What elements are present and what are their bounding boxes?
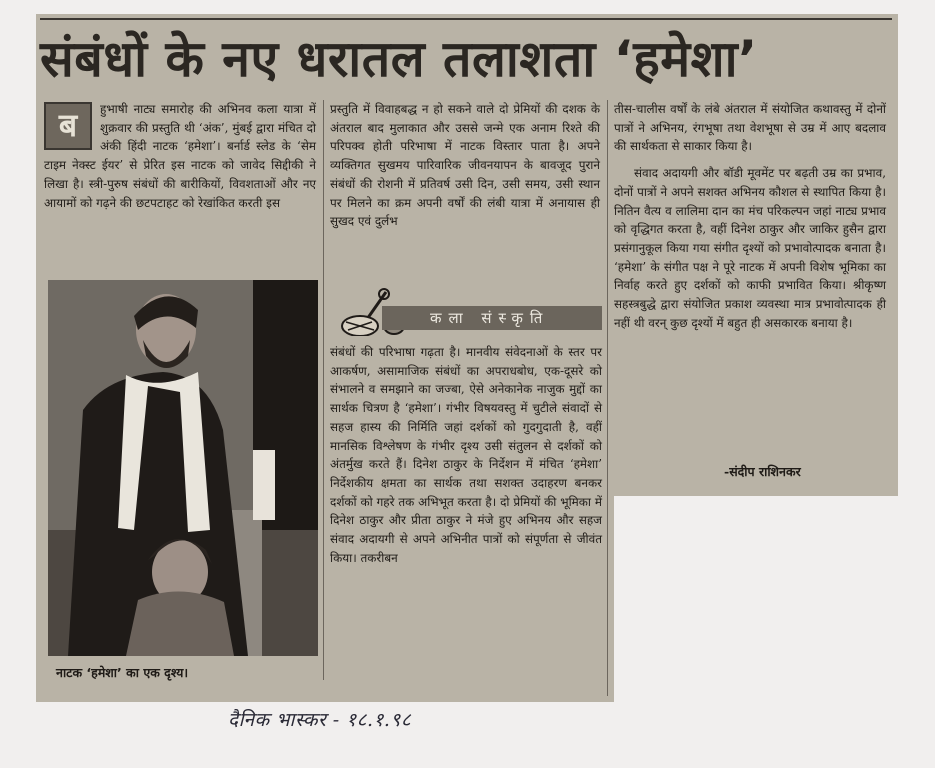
column-1-text: हुभाषी नाट्य समारोह की अभिनव कला यात्रा में शुक्रवार की प्रस्तुति थी ‘अंक’, मुंबई द्वारा मंचित दो अंकी हिंदी नाटक ‘हमेशा’। बर्नार्ड स्लेड के ‘सेम टाइम नेक्स्ट ईयर’ से प्रेरित इस नाटक को जावेद सिद्दीकी ने लिखा है। स्त्री-पुरुष संबंधों की बारीकियों, विवशताओं और नए आयामों को गढ़ने की छटपटाहट को रेखांकित करती इस bbox=[44, 102, 316, 210]
column-3-paragraph-2: संवाद अदायगी और बॉडी मूवमेंट पर बढ़ती उम्र का प्रभाव, दोनों पात्रों ने अपने सशक्त अभिनय कौशल से स्थापित किया है। नितिन वैत्य व लालिमा दान का मंच परिकल्पन जहां नाट्य प्रभाव को वृद्धिगत करता है, वहीं दिनेश ठाकुर और जाकिर हुसैन द्वारा प्रसंगानुकूल किया गया संगीत दृश्यों को प्रभावोत्पादक बनाता है। ‘हमेशा’ के संगीत पक्ष ने पूरे नाटक में अपनी विशेष भूमिका का निर्वाह करते हुए दर्शकों को काफी प्रभावित किया। श्रीकृष्ण सहस्त्रबुद्धे द्वारा संयोजित प्रकाश व्यवस्था मात्र प्रभावोत्पादक ही नहीं थी वरन् कुछ दृश्यों में बहुत ही असकारक बनाया है। bbox=[614, 166, 886, 330]
clipping-cutout bbox=[614, 496, 898, 706]
top-rule bbox=[40, 18, 892, 20]
article-column-2-bottom: संबंधों की परिभाषा गढ़ता है। मानवीय संवेदनाओं के स्तर पर आकर्षण, असामाजिक संबंधों का अपराधबोध, एक-दूसरे को संभालने व समझाने का जज्बा, ऐसे अनेकानेक नाजुक मुद्दों का सार्थक चित्रण है ‘हमेशा’। गंभीर विषयवस्तु में चुटीले संवादों से सहज हास्य की निर्मिति जहां दर्शकों को गुदगुदाती है, वहीं मानसिक विश्लेषण के गंभीर दृश्य उसी संतुलन से दर्शकों को अंतर्मुख करते हैं। दिनेश ठाकुर के निर्देशन में मंचित ‘हमेशा’ निर्देशकीय क्षमता का सार्थक तथा सशक्त उदाहरण बनकर दर्शकों को गहरे तक अभिभूत करता है। दो प्रेमियों की भूमिका में दिनेश ठाकुर और प्रीता ठाकुर ने मंजे हुए अभिनय और सहज संवाद अदायगी से अपने अभिनीत पात्रों को संपूर्णता से जीवंत किया। तकरीबन bbox=[330, 345, 602, 565]
drop-cap: ब bbox=[44, 102, 92, 150]
section-title: कला संस्कृति bbox=[430, 309, 550, 327]
article-column-2-top: प्रस्तुति में विवाहबद्ध न हो सकने वाले दो प्रेमियों की दशक के अंतराल बाद मुलाकात और उससे जन्मे एक अनाम रिश्ते की परिपक्व होती परिभाषा में नाटक विस्तार पाता है। अपने व्यक्तिगत सुखमय पारिवारिक जीवनयापन के बावजूद पुराने संबंधों की रोशनी में प्रतिवर्ष उसी दिन, उसी समय, उसी स्थान पर मिलने का क्रम अपनी वर्षों की लंबी यात्रा में अनायास ही सुखद एवं दुर्लभ bbox=[330, 102, 600, 229]
photo-image bbox=[48, 280, 318, 656]
headline: संबंधों के नए धरातल तलाशता ‘हमेशा’ bbox=[40, 30, 758, 88]
section-banner bbox=[338, 300, 602, 334]
photo-scene bbox=[48, 280, 318, 656]
column-divider-1 bbox=[323, 100, 324, 680]
handwritten-source-note: दैनिक भास्कर - १८.१.९८ bbox=[228, 709, 412, 731]
article-column-3 bbox=[614, 100, 886, 332]
author-byline: -संदीप राशिनकर bbox=[724, 464, 801, 479]
article-column-1 bbox=[44, 100, 316, 212]
column-divider-2 bbox=[607, 100, 608, 696]
column-3-paragraph-1: तीस-चालीस वर्षों के लंबे अंतराल में संयोजित कथावस्तु में दोनों पात्रों ने अभिनय, रंगभूषा तथा वेशभूषा से उम्र में आए बदलाव की सार्थकता से साकार किया है। bbox=[614, 102, 886, 154]
photo-caption: नाटक ‘हमेशा’ का एक दृश्य। bbox=[56, 665, 189, 680]
